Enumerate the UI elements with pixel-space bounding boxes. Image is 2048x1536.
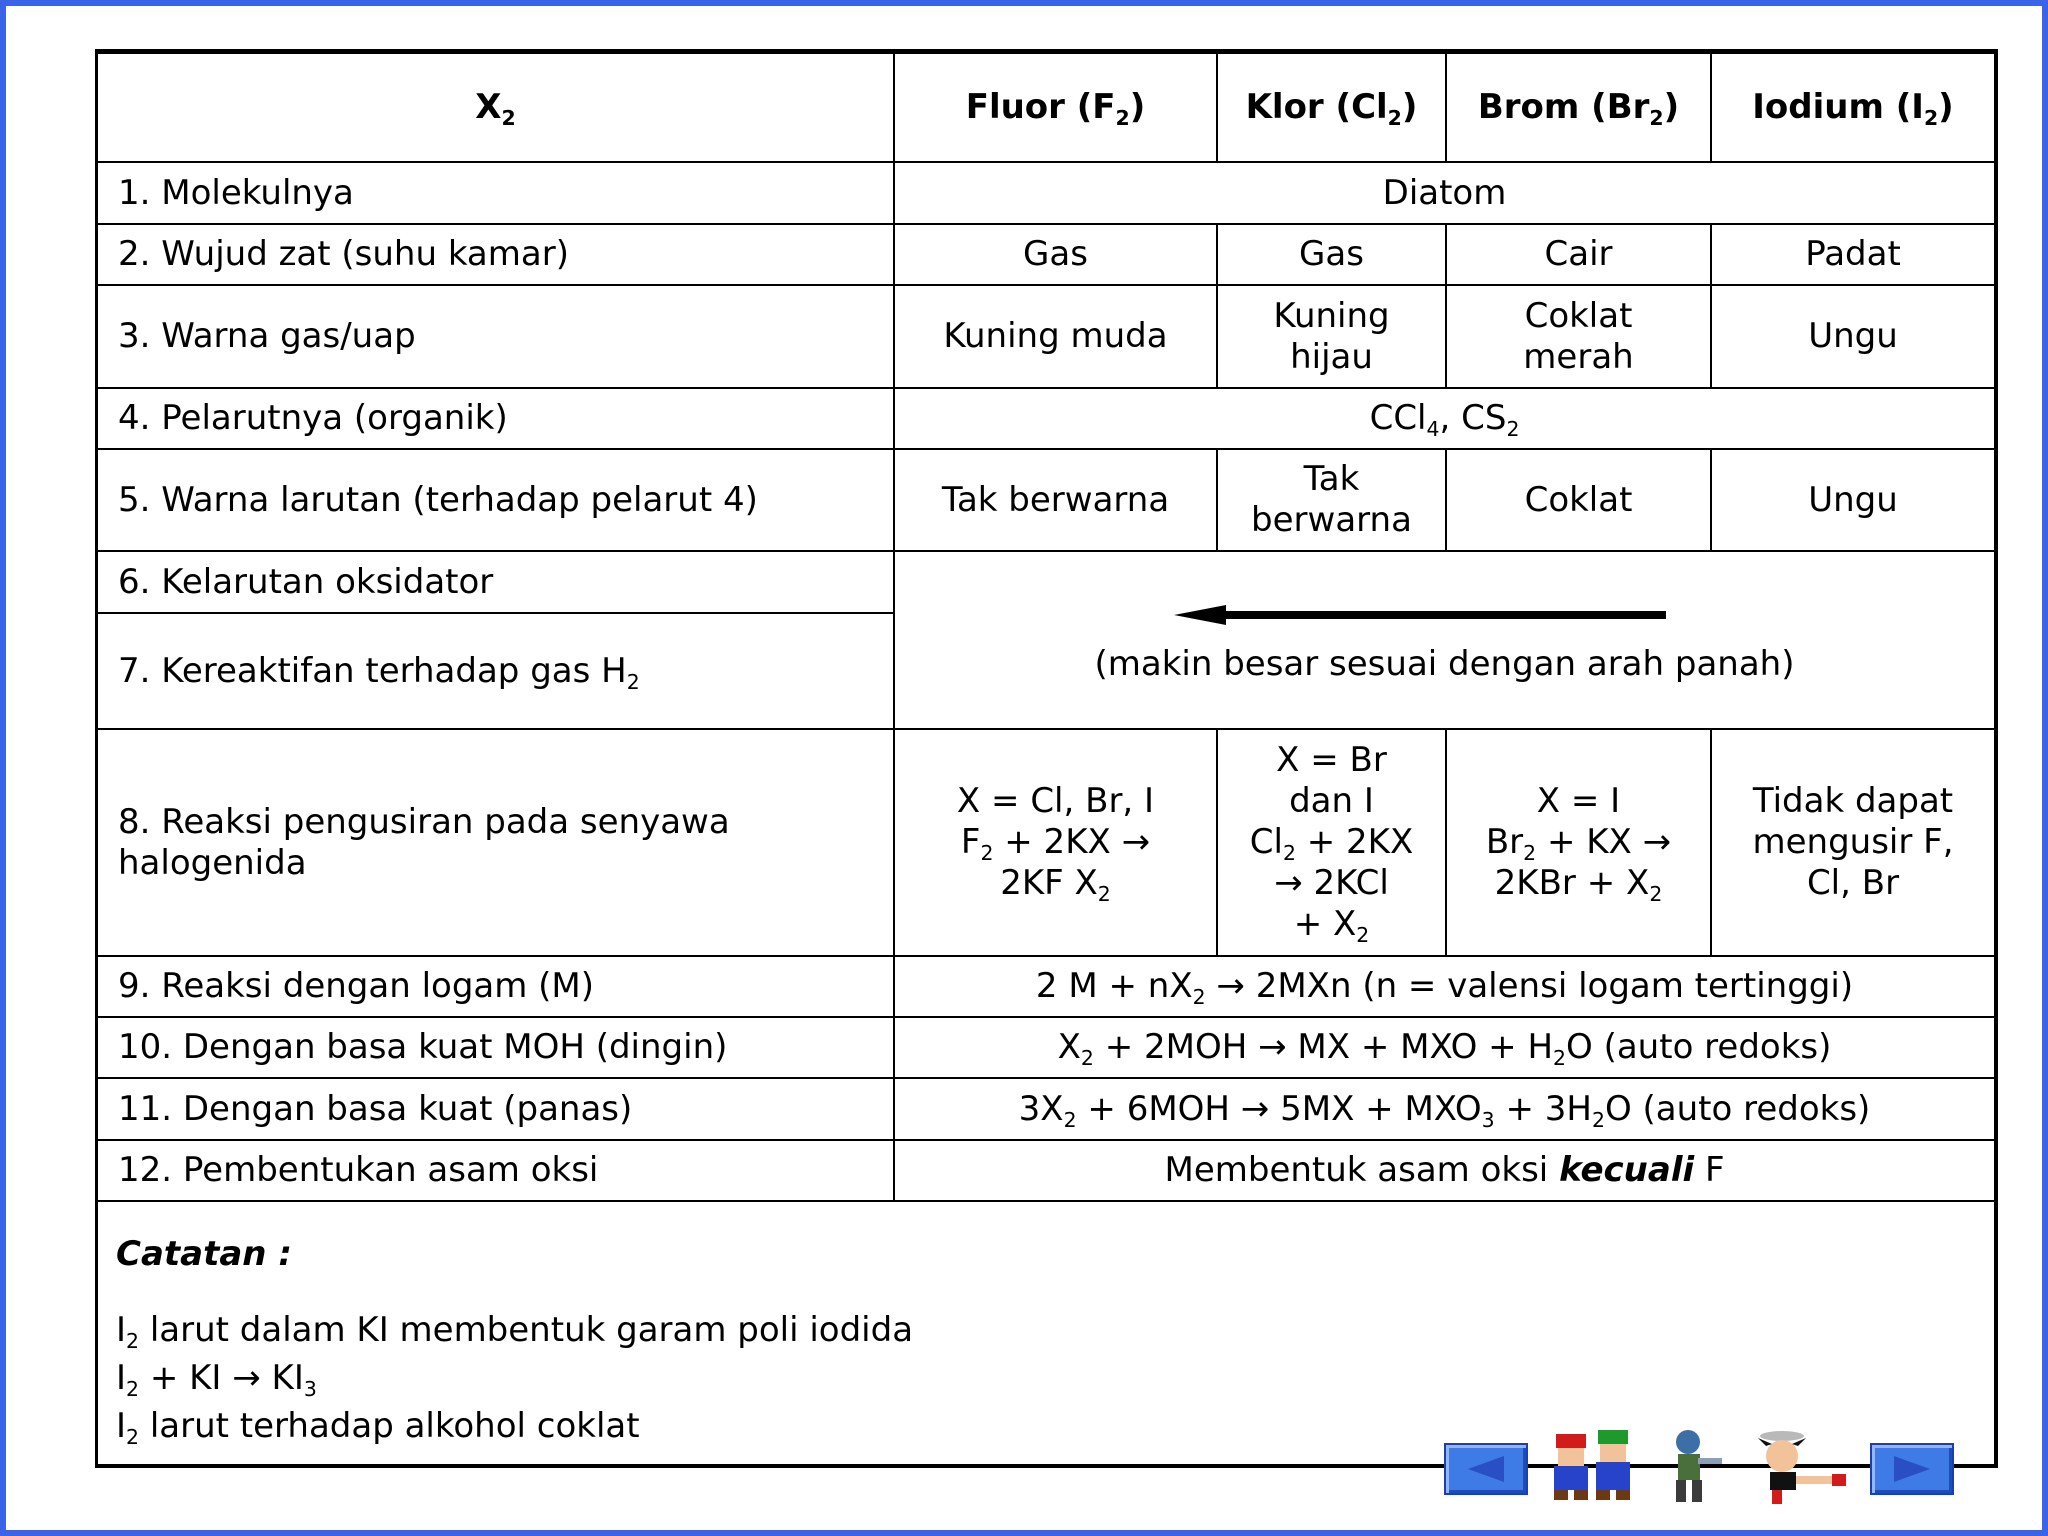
row-8-iodium: Tidak dapat mengusir F, Cl, Br [1752, 781, 1954, 903]
row-6-label: 6. Kelarutan oksidator [118, 561, 494, 602]
row-1-label: 1. Molekulnya [118, 172, 354, 213]
row-2-iodium: Padat [1805, 234, 1901, 274]
header-label: $X_2$ [475, 87, 516, 131]
row-1-value: Diatom [1382, 172, 1507, 213]
row-10-label: 10. Dengan basa kuat MOH (dingin) [118, 1027, 728, 1067]
row-9-value: 2 $M + nX_2 \to 2MXn$ (n = valensi logam tertinggi) [1035, 966, 1854, 1010]
row-divider [95, 1200, 1998, 1202]
notes-title: Catatan : [116, 1234, 292, 1274]
row-3-iodium: Ungu [1808, 316, 1898, 356]
left-arrow-icon [1170, 600, 1670, 630]
row-3-brom: Coklat merah [1523, 295, 1634, 377]
row-2-brom: Cair [1544, 234, 1613, 274]
row-8-fluor: X = Cl, Br, I $F_2 + 2KX$ → 2KF $X_2$ [956, 781, 1155, 907]
row-7-label: 7. Kereaktifan terhadap gas $H_2$ [118, 650, 640, 694]
row-2-label: 2. Wujud zat (suhu kamar) [118, 234, 569, 274]
row-7-note: (makin besar sesuai dengan arah panah) [1094, 643, 1795, 684]
row-5-brom: Coklat [1524, 479, 1633, 520]
next-slide-button[interactable] [1870, 1443, 1954, 1495]
row-12-value: Membentuk asam oksi kecuali F [1164, 1150, 1725, 1190]
row-8-klor: X = Br dan I $Cl_2 + 2KX$ → 2KCl + $X_2$ [1249, 740, 1414, 948]
row-5-fluor: Tak berwarna [941, 479, 1170, 520]
row-4-value: CCl$_4$, $CS_2$ [1369, 398, 1520, 442]
note-line-1: $I_2$ larut dalam KI membentuk garam poli iodida [116, 1310, 914, 1354]
row-9-label: 9. Reaksi dengan logam (M) [118, 966, 595, 1006]
row-5-iodium: Ungu [1808, 479, 1898, 520]
row-8-brom: X = I $Br_2$ + KX → $2KBr + X_2$ [1485, 781, 1672, 907]
header-brom: Brom $(Br_2)$ [1477, 87, 1680, 131]
astro-boy-icon [1748, 1428, 1848, 1508]
row-4-label: 4. Pelarutnya (organik) [118, 398, 508, 438]
row-3-label: 3. Warna gas/uap [118, 316, 416, 356]
zombie-icon [1660, 1428, 1730, 1508]
row-3-klor: Kuning hijau [1273, 295, 1390, 377]
row-3-fluor: Kuning muda [943, 316, 1168, 356]
row-5-klor: Tak berwarna [1251, 459, 1412, 540]
next-arrow-icon [1892, 1454, 1932, 1484]
notes-section [116, 1230, 913, 1450]
row-10-value: $X_2 + 2MOH$ → MX + MXO + $H_2O$ (auto redoks) [1057, 1027, 1832, 1071]
header-klor: Klor $(Cl_2)$ [1245, 87, 1418, 131]
mario-luigi-icon [1548, 1428, 1638, 1508]
row-2-klor: Gas [1299, 234, 1364, 274]
note-line-2: $I_2$ + KI → $KI_3$ [116, 1358, 317, 1402]
header-iodium: Iodium $(I_2)$ [1752, 87, 1954, 131]
row-2-fluor: Gas [1023, 234, 1088, 274]
note-line-3: $I_2$ larut terhadap alkohol coklat [116, 1406, 640, 1450]
table-border-right [1994, 49, 1998, 1468]
row-8-label: 8. Reaksi pengusiran pada senyawa halogenida [118, 801, 730, 883]
row-11-label: 11. Dengan basa kuat (panas) [118, 1088, 633, 1129]
row-12-label: 12. Pembentukan asam oksi [118, 1150, 599, 1190]
prev-slide-button[interactable] [1444, 1443, 1528, 1495]
prev-arrow-icon [1466, 1454, 1506, 1484]
row-5-label: 5. Warna larutan (terhadap pelarut 4) [118, 479, 758, 520]
row-11-value: $3X_2 + 6MOH \to 5MX + MXO_3 + 3H_2O$ (auto redoks) [1018, 1088, 1871, 1132]
header-fluor: Fluor $(F_2)$ [965, 87, 1146, 131]
